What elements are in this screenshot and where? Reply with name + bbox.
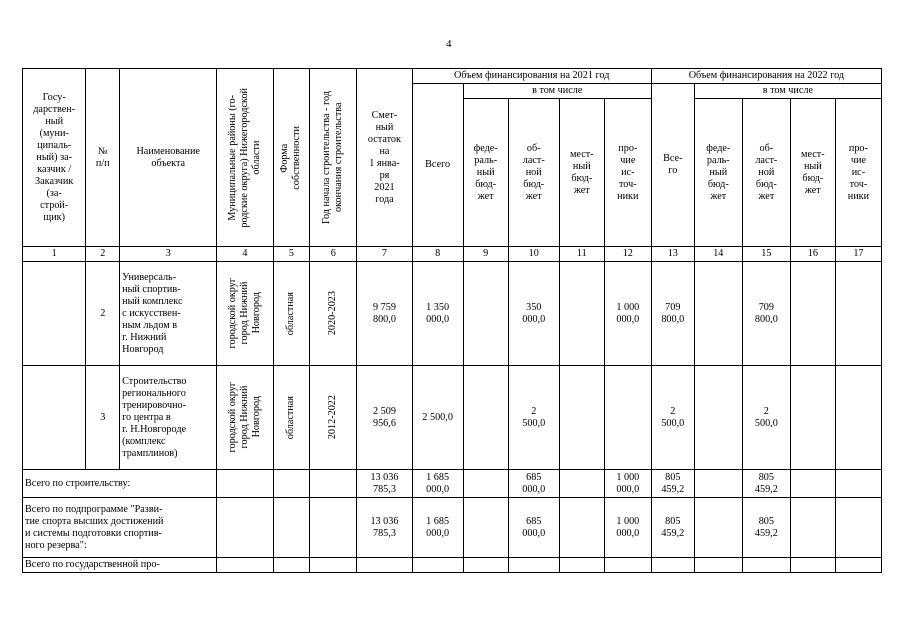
header-local-2022: мест- ный бюд- жет: [790, 99, 835, 247]
total-regional-2021: 685 000,0: [508, 498, 559, 558]
cell-local-2021: [559, 366, 604, 470]
column-number: 8: [412, 247, 463, 262]
cell-years-text: 2012-2022: [327, 395, 339, 440]
cell-local-2021: [559, 262, 604, 366]
cell-customer: [23, 366, 86, 470]
cell-np: 2: [86, 262, 120, 366]
cell-regional-2022: 2 500,0: [742, 366, 790, 470]
cell-federal-2021: [463, 366, 508, 470]
header-other-2021: про- чие ис- точ- ники: [604, 99, 651, 247]
total-row: [23, 498, 882, 558]
cell-years: [310, 366, 357, 470]
header-fin-2021: Объем финансирования на 2021 год: [412, 69, 651, 84]
cell-district-text: городской округ город Нижний Новгород: [226, 278, 262, 349]
total-regional-2022: 805 459,2: [742, 470, 790, 498]
column-number: 3: [120, 247, 217, 262]
cell-np: 3: [86, 366, 120, 470]
header-other-2022: про- чие ис- точ- ники: [835, 99, 881, 247]
total-other-2021: 1 000 000,0: [604, 470, 651, 498]
header-regional-2022: об- ласт- ной бюд- жет: [742, 99, 790, 247]
total-label: Всего по государственной про-: [23, 558, 217, 573]
column-number-row: [23, 247, 882, 262]
column-number: 10: [508, 247, 559, 262]
cell-federal-2021: [463, 262, 508, 366]
cell-total-2021: 1 350 000,0: [412, 262, 463, 366]
total-2021: 1 685 000,0: [412, 498, 463, 558]
cell-years: [310, 262, 357, 366]
cell-regional-2022: 709 800,0: [742, 262, 790, 366]
header-customer: Госу- дарствен- ный (муни- ципаль- ный) за- казчик / Заказчик (за- строй- щик): [23, 69, 86, 247]
cell-local-2022: [790, 262, 835, 366]
cell-district: [217, 366, 273, 470]
column-number: 7: [357, 247, 412, 262]
table-row: [23, 262, 882, 366]
column-number: 15: [742, 247, 790, 262]
total-label: Всего по строительству:: [23, 470, 217, 498]
page-number: 4: [446, 38, 452, 50]
total-row: [23, 470, 882, 498]
column-number: 16: [790, 247, 835, 262]
total-2022: 805 459,2: [651, 498, 694, 558]
header-districts-text: Муниципальные районы (го- родские округа) Нижегородской области: [226, 87, 262, 228]
cell-years-text: 2020-2023: [327, 291, 339, 336]
header-federal-2021: феде- раль- ный бюд- жет: [463, 99, 508, 247]
header-np: № п/п: [86, 69, 120, 247]
column-number: 14: [694, 247, 742, 262]
total-2021: 1 685 000,0: [412, 470, 463, 498]
header-fin-2022: Объем финансирования на 2022 год: [651, 69, 881, 84]
column-number: 11: [559, 247, 604, 262]
header-federal-2022: феде- раль- ный бюд- жет: [694, 99, 742, 247]
column-number: 1: [23, 247, 86, 262]
column-number: 4: [217, 247, 273, 262]
total-other-2021: 1 000 000,0: [604, 498, 651, 558]
column-number: 12: [604, 247, 651, 262]
total-estimate: 13 036 785,3: [357, 470, 412, 498]
cell-federal-2022: [694, 262, 742, 366]
header-years-text: Год начала строительства - год окончания строительства: [321, 91, 345, 224]
cell-estimate: 9 759 800,0: [357, 262, 412, 366]
header-ownership-text: Форма собственности: [279, 125, 303, 190]
financing-table: [22, 68, 882, 573]
column-number: 2: [86, 247, 120, 262]
cell-ownership: [273, 366, 310, 470]
header-including-2021: в том числе: [463, 84, 651, 99]
total-regional-2022: 805 459,2: [742, 498, 790, 558]
table-row: [23, 366, 882, 470]
header-estimate: Смет- ный остаток на 1 янва- ря 2021 года: [357, 69, 412, 247]
header-total-2021: Всего: [412, 84, 463, 247]
cell-total-2022: 709 800,0: [651, 262, 694, 366]
column-number: 13: [651, 247, 694, 262]
header-regional-2021: об- ласт- ной бюд- жет: [508, 99, 559, 247]
total-estimate: 13 036 785,3: [357, 498, 412, 558]
cell-ownership-text: областная: [285, 395, 297, 440]
cell-federal-2022: [694, 366, 742, 470]
header-object-name: Наименование объекта: [120, 69, 217, 247]
header-years: [310, 69, 357, 247]
cell-ownership: [273, 262, 310, 366]
cell-estimate: 2 509 956,6: [357, 366, 412, 470]
header-districts: [217, 69, 273, 247]
cell-district-text: городской округ город Нижний Новгород: [226, 382, 262, 453]
total-label: Всего по подпрограмме "Разви- тие спорта высших достижений и системы подготовки спортив- ного резерва":: [23, 498, 217, 558]
cell-regional-2021: 2 500,0: [508, 366, 559, 470]
total-row: [23, 558, 882, 573]
cell-local-2022: [790, 366, 835, 470]
header-total-2022: Все- го: [651, 84, 694, 247]
cell-object-name: Универсаль- ный спортив- ный комплекс с искусствен- ным льдом в г. Нижний Новгород: [120, 262, 217, 366]
cell-total-2021: 2 500,0: [412, 366, 463, 470]
column-number: 17: [835, 247, 881, 262]
column-number: 9: [463, 247, 508, 262]
cell-other-2021: 1 000 000,0: [604, 262, 651, 366]
cell-other-2022: [835, 366, 881, 470]
cell-total-2022: 2 500,0: [651, 366, 694, 470]
cell-district: [217, 262, 273, 366]
cell-other-2021: [604, 366, 651, 470]
total-2022: 805 459,2: [651, 470, 694, 498]
total-regional-2021: 685 000,0: [508, 470, 559, 498]
cell-regional-2021: 350 000,0: [508, 262, 559, 366]
column-number: 5: [273, 247, 310, 262]
column-number: 6: [310, 247, 357, 262]
cell-ownership-text: областная: [285, 291, 297, 336]
header-ownership: [273, 69, 310, 247]
cell-object-name: Строительство регионального тренировочно- го центра в г. Н.Новгороде (комплекс трамплинов): [120, 366, 217, 470]
cell-customer: [23, 262, 86, 366]
cell-other-2022: [835, 262, 881, 366]
header-including-2022: в том числе: [694, 84, 881, 99]
header-local-2021: мест- ный бюд- жет: [559, 99, 604, 247]
